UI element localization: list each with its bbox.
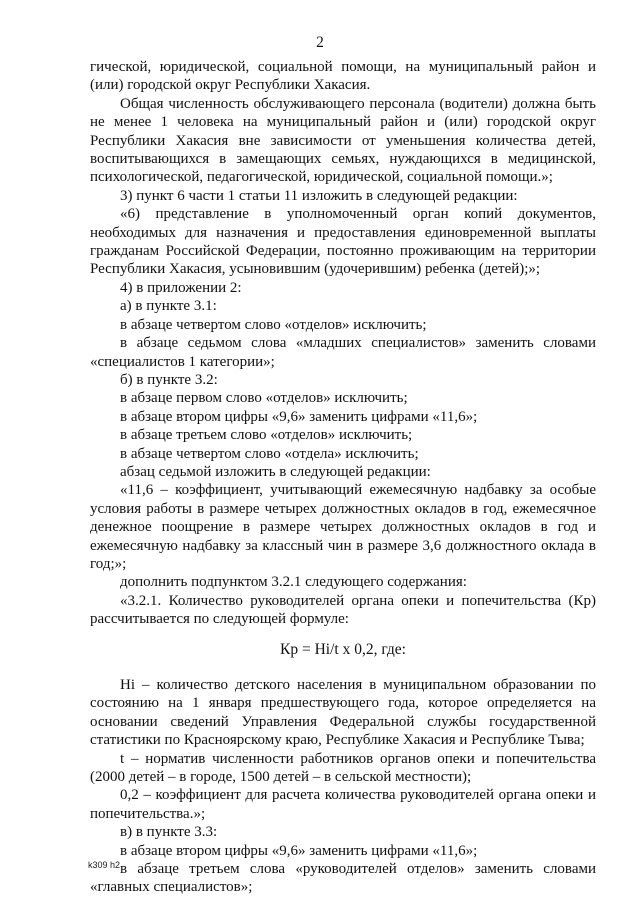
- paragraph: абзац седьмой изложить в следующей редакции:: [120, 463, 431, 480]
- paragraph: в абзаце втором цифры «9,6» заменить цифрами «11,6»;: [120, 408, 478, 425]
- formula: Кр = Hi/t x 0,2, где:: [280, 640, 406, 658]
- paragraph: 3) пункт 6 части 1 статьи 11 изложить в следующей редакции:: [120, 187, 518, 204]
- paragraph: в абзаце четвертом слово «отдела» исключить;: [120, 445, 419, 462]
- paragraph: t – норматив численности работников органов опеки и попечительства (2000 детей – в городе, 1500 детей – в сельской местности);: [90, 750, 596, 786]
- paragraph: Общая численность обслуживающего персонала (водители) должна быть не менее 1 человека на муниципальный район и (или) городской округ Республики Хакасия вне зависимости от уменьшения количества детей, воспитывающихся в замещающих семьях, нуждающихся в медицинской, психологической, педагогической, юридической, социальной помощи.»;: [90, 95, 596, 186]
- paragraph: дополнить подпунктом 3.2.1 следующего содержания:: [120, 574, 467, 591]
- paragraph: в абзаце третьем слово «отделов» исключить;: [120, 427, 413, 444]
- paragraph: в абзаце втором цифры «9,6» заменить цифрами «11,6»;: [120, 842, 478, 859]
- paragraph: 4) в приложении 2:: [120, 279, 242, 296]
- paragraph: в абзаце первом слово «отделов» исключить;: [120, 390, 408, 407]
- paragraph: в) в пункте 3.3:: [120, 824, 218, 841]
- paragraph: 0,2 – коэффициент для расчета количества руководителей органа опеки и попечительства.»;: [90, 787, 596, 822]
- paragraph: б) в пункте 3.2:: [120, 371, 218, 388]
- paragraph: «3.2.1. Количество руководителей органа опеки и попечительства (Кр) рассчитывается по следующей формуле:: [90, 592, 596, 628]
- document-code: k309 h2: [88, 860, 121, 870]
- paragraph: а) в пункте 3.1:: [120, 298, 217, 315]
- paragraph: в абзаце четвертом слово «отделов» исключить;: [120, 316, 427, 333]
- document-body: [90, 58, 596, 897]
- paragraph: Hi – количество детского населения в муниципальном образовании по состоянию на 1 января предшествующего года, которое определяется на основании сведений Управления Федеральной службы государственной статистики по Красноярскому краю, Республике Хакасия и Республике Тыва;: [90, 677, 596, 749]
- paragraph: в абзаце седьмом слова «младших специалистов» заменить словами «специалистов 1 категории»;: [90, 335, 596, 370]
- paragraph: в абзаце третьем слова «руководителей отделов» заменить словами «главных специалистов»;: [90, 861, 596, 896]
- paragraph: «11,6 – коэффициент, учитывающий ежемесячную надбавку за особые условия работы в размере четырех должностных окладов в год, ежемесячное денежное поощрение в размере четырех должностных окладов в год и ежемесячную надбавку за классный чин в размере 3,6 должностного оклада в год;»;: [90, 482, 596, 572]
- page-number: 2: [316, 34, 324, 51]
- paragraph: «6) представление в уполномоченный орган копий документов, необходимых для назначения и предоставления единовременной выплаты гражданам Российской Федерации, постоянно проживающим на территории Республики Хакасия, усыновившим (удочерившим) ребенка (детей);»;: [90, 206, 596, 278]
- paragraph: гической, юридической, социальной помощи, на муниципальный район и (или) городской округ Республики Хакасия.: [90, 59, 596, 94]
